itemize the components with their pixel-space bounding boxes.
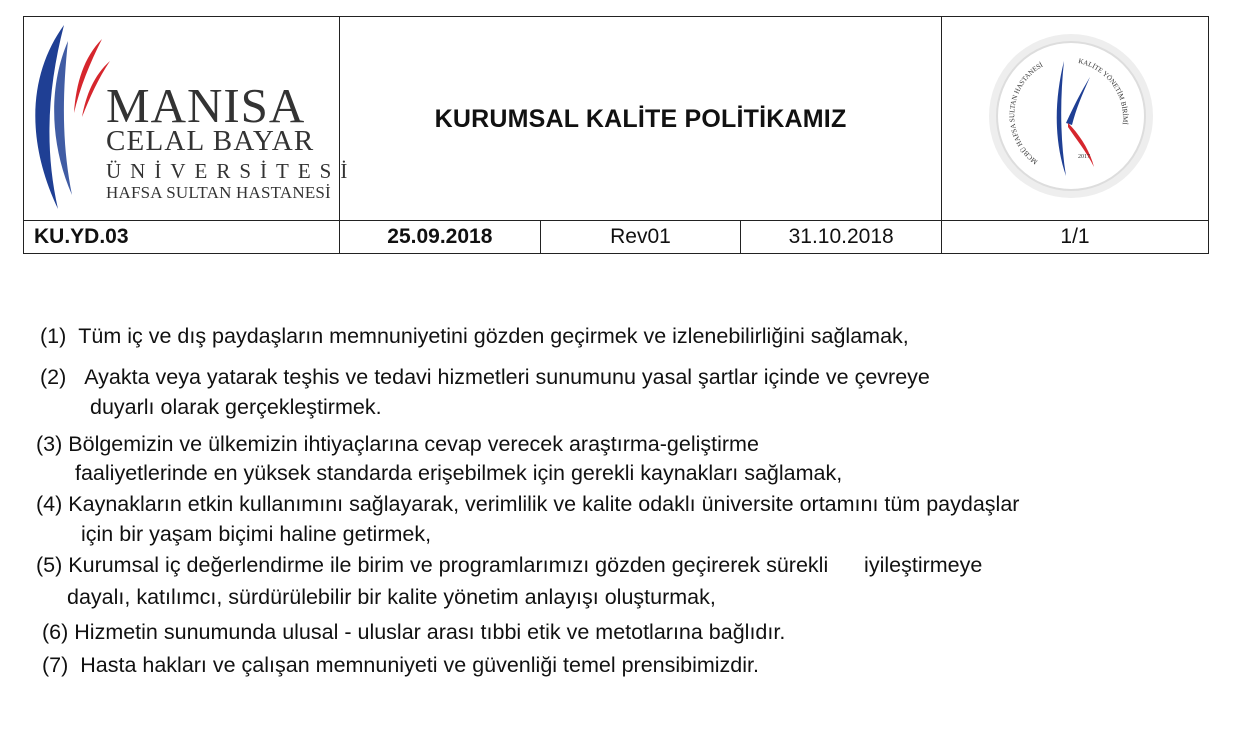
policy-item-number: (3) — [36, 432, 63, 456]
emblem-arc-text-right: KALİTE YÖNETİM BİRİMİ — [1077, 57, 1130, 126]
policy-item-4 — [36, 492, 1019, 517]
policy-item-text: Tüm iç ve dış paydaşların memnuniyetini gözden geçirmek ve izlenebilirliğini sağlamak, — [78, 324, 909, 348]
document-title: KURUMSAL KALİTE POLİTİKAMIZ — [434, 105, 847, 133]
emblem-arc-text-left: MCBÜ HAFSA SULTAN HASTANESİ — [1008, 60, 1045, 166]
policy-item-number: (5) — [36, 553, 63, 577]
policy-item-7 — [42, 653, 759, 678]
policy-item-text: Hasta hakları ve çalışan memnuniyeti ve güvenliği temel prensibimizdir. — [80, 653, 759, 677]
logo-text-hospital: HAFSA SULTAN HASTANESİ — [106, 183, 331, 202]
policy-item-5-cont: dayalı, katılımcı, sürdürülebilir bir kalite yönetim anlayışı oluşturmak, — [67, 585, 716, 609]
policy-item-number: (7) — [42, 653, 69, 677]
policy-item-text: Hizmetin sunumunda ulusal - uluslar arası tıbbi etik ve metotlarına bağlıdır. — [74, 620, 786, 644]
logo-text-celal-bayar: CELAL BAYAR — [106, 125, 315, 157]
page-number: 1/1 — [942, 221, 1209, 254]
policy-item-number: (4) — [36, 492, 63, 516]
revision-number: Rev01 — [540, 221, 741, 254]
publish-date: 25.09.2018 — [340, 221, 541, 254]
emblem-year: 2017 — [1078, 154, 1090, 160]
policy-item-3 — [36, 432, 759, 457]
policy-item-number: (6) — [42, 620, 69, 644]
policy-item-number: (2) — [40, 365, 67, 389]
policy-item-text: Kurumsal iç değerlendirme ile birim ve programlarımızı gözden geçirerek sürekli iyileştirmeye — [68, 553, 983, 577]
policy-item-text: Ayakta veya yatarak teşhis ve tedavi hizmetleri sunumunu yasal şartlar içinde ve çevreye — [84, 365, 930, 389]
policy-item-text: Bölgemizin ve ülkemizin ihtiyaçlarına cevap verecek araştırma-geliştirme — [68, 432, 759, 456]
doc-code: KU.YD.03 — [24, 221, 340, 254]
policy-item-text: Kaynakların etkin kullanımını sağlayarak, verimlilik ve kalite odaklı üniversite ortamını tüm paydaşlar — [68, 492, 1020, 516]
policy-item-5 — [36, 553, 982, 578]
policy-item-number: (1) — [40, 324, 67, 348]
logo-text-universitesi: ÜNİVERSİTESİ — [106, 159, 357, 183]
revision-date: 31.10.2018 — [741, 221, 942, 254]
policy-item-4-cont: için bir yaşam biçimi haline getirmek, — [81, 522, 432, 546]
policy-item-1 — [40, 324, 909, 349]
policy-item-6 — [42, 620, 785, 645]
logo-text-manisa: MANISA — [106, 78, 306, 133]
policy-item-2-cont: duyarlı olarak gerçekleştirmek. — [90, 395, 382, 419]
policy-item-2 — [40, 365, 930, 390]
policy-item-3-cont: faaliyetlerinde en yüksek standarda erişebilmek için gerekli kaynakları sağlamak, — [75, 461, 843, 485]
